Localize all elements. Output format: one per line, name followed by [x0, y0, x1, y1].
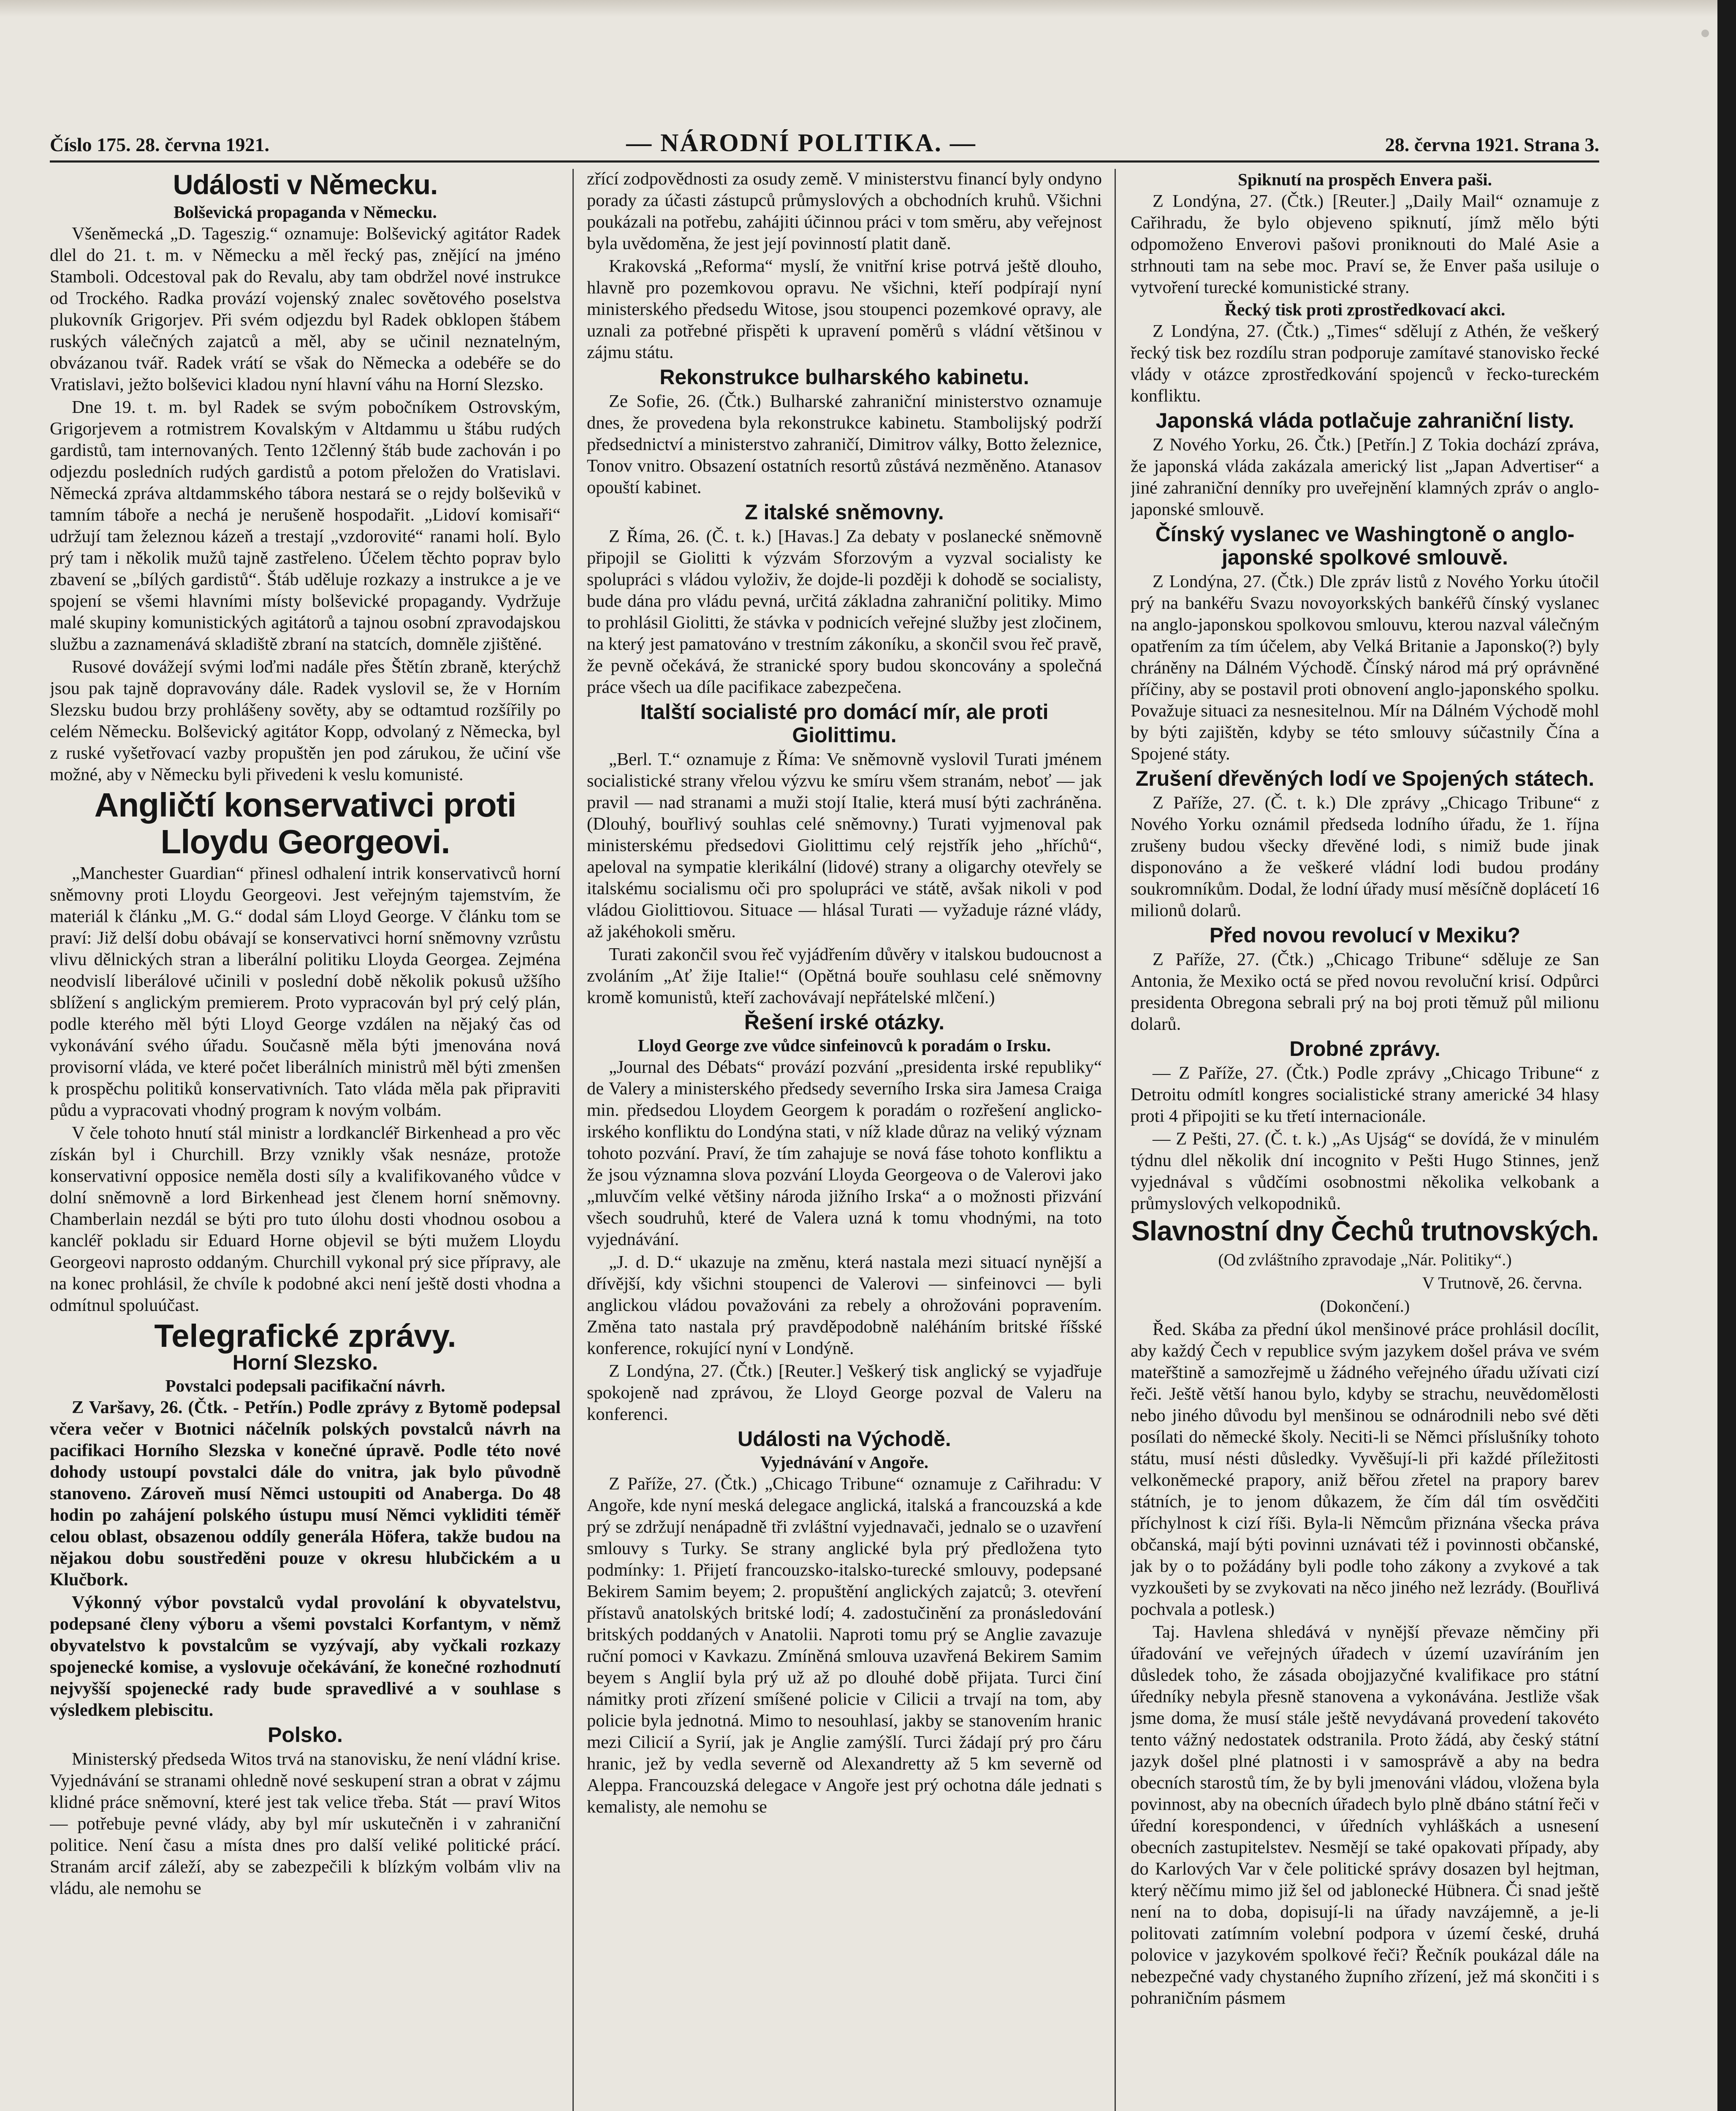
- article-title: Zrušení dřevěných lodí ve Spojených státech.: [1135, 767, 1595, 791]
- article-paragraph: „Manchester Guardian“ přinesl odhalení intrik konservativců horní sněmovny proti Lloydu Georgeovi. Jest veřejným tajemstvím, že materiál k článku „M. G.“ dodal sám Lloyd George. V článku tom se praví: Již delší dobu obávají se konservativci horní sněmovny vzrůstu vlivu dělnických stran a liberální politiku Lloyda Georgea. Zejména neodvislí liberálové učinili v poslední době několik pokusů užšího sblížení s anglickým premierem. Proto vypracován byl prý celý plán, podle kterého měl býti Lloyd George vzdálen na nějaký čas od vykonávání svého úřadu. Současně měla býti jmenována nová provisorní vláda, ve které počet liberálních ministrů měl býti zmenšen k prospěchu politiků konservativních. Tato vláda měla pak připraviti půdu a vypracovati vhodný program k novým volbám.: [50, 863, 561, 1121]
- article-paragraph: Z Říma, 26. (Č. t. k.) [Havas.] Za debaty v poslanecké sněmovně připojil se Giolitti k výzvám Sforzovým a vyzval socialisty ke spolupráci s vládou vyloživ, že dojde-li později k dohodě se socialisty, bude dána pro vládu pevná, určitá základna zahraniční politiky. Mimo to prohlásil Giolitti, že stávka v podnicích veřejné služby jest zločinem, na který jest pamatováno v trestním zákoníku, a skončil svou řeč pravě, že pevně očekává, že stranické spory budou skoncovány a společná práce všech ua díle pacifikace zabezpečena.: [587, 526, 1102, 697]
- column-separator-2: [1115, 169, 1116, 2111]
- article-title: Slavnostní dny Čechů trutnovských.: [1131, 1215, 1599, 1247]
- article-title: Italští socialisté pro domácí mír, ale proti Giolittimu.: [640, 700, 1049, 747]
- column-2: [587, 168, 1102, 2111]
- article-paragraph: Ze Sofie, 26. (Čtk.) Bulharské zahraniční ministerstvo oznamuje dnes, že provedena byla rekonstrukce kabinetu. Stambolijský podrží předsednictví a ministerstvo zahraničí, Dimitrov války, Botto železnice, Tonov vnitro. Obsazení ostatních resortů zůstává nezměněno. Atanasov opouští kabinet.: [587, 391, 1102, 497]
- article-title: Polsko.: [268, 1723, 343, 1747]
- article-title: Řecký tisk proti zprostředkovací akci.: [1224, 300, 1505, 320]
- article-title: Spiknutí na prospěch Envera paši.: [1238, 170, 1492, 189]
- article-paragraph: „Journal des Débats“ provází pozvání „presidenta irské republiky“ de Valery a ministerského předsedy severního Irska sira Jamesa Craiga min. předsedou Lloydem Georgem k poradám o rozřešení anglicko-irského konfliktu do Londýna stati, v níž klade důraz na veliký význam tohoto pozvání. Praví, že tím zahajuje se nová fáse tohoto konfliktu a že jsou významna slova pozvání Lloyda Georgeova o de Valerovi jako „mluvčím velké většiny národa jižního Irska“ a o možnosti přizvání všech soudruhů, které de Valera uzná k tomu vhodnými, na toto vyjednávání.: [587, 1057, 1102, 1250]
- article-subtitle: Vyjednávání v Angoře.: [760, 1452, 929, 1472]
- article-paragraph: „Berl. T.“ oznamuje z Říma: Ve sněmovně vyslovil Turati jménem socialistické strany vřelou výzvu ke smíru všem stranám, neboť — jak pravil — nad stranami a muži stojí Italie, která musí býti zachráněna. (Dlouhý, bouřlivý souhlas celé sněmovny.) Turati vyjmenoval pak ministerskému předsedovi Giolittimu celý rejstřík jeho „hříchů“, apeloval na sympatie klerikální (lidové) strany a oligarchy otevřely se italskému socialismu oči pro spolupráci ve státě, avšak nikoli v pod vládou Giolittiovou. Situace — hlásal Turati — vyžaduje rázné vlády, až jakéhokoli směru.: [587, 749, 1102, 942]
- article-title: Horní Slezsko.: [232, 1351, 378, 1375]
- column-separator-1: [572, 169, 574, 2111]
- article-title: Drobné zprávy.: [1289, 1037, 1440, 1061]
- article-paragraph: Z Paříže, 27. (Čtk.) „Chicago Tribune“ oznamuje z Cařihradu: V Angoře, kde nyní meská delegace anglická, italská a francouzská a kde prý se zdržují nenápadně tři zvláštní vyjednavači, jednalo se o uzavření smlouvy s Turky. Se strany anglické byla prý předložena tyto podmínky: 1. Přijetí francouzsko-italsko-turecké smlouvy, podepsané Bekirem Samim beyem; 2. propuštění anglických zajatců; 3. otevření přístavů anatolských britské lodí; 4. zadostučinění za pronásledování britských poddaných v Anatolii. Naproti tomu prý se Anglie zavazuje ruční pomoci v Kavkazu. Zmíněná smlouva uzavřená Bekirem Samim beyem s Anglií byla prý už až po dlouhé době přijata. Turci činí námitky proti zřízení smíšené policie v Cilicii a trvají na tom, aby policie byla jednotná. Mimo to nesouhlasí, jakby se stanovením hranic mezi Cilicií a Syrií, jak je Anglie zamýšlí. Turci žádají prý pro čáru hranic, jež by vedla severně od Alexandretty až 5 km severně od Aleppa. Francouzská delegace v Angoře jest prý ochotna dále jednati s kemalisty, ale nemohu se: [587, 1474, 1102, 1817]
- article-paragraph: Krakovská „Reforma“ myslí, že vnitřní krise potrvá ještě dlouho, hlavně pro pozemkovou opravu. Ne všichni, kteří podpírají nyní ministerského předsedu Witose, jsou stoupenci pozemkové opravy, ale uznali za potřebné přispěti k upravení poměrů s vládní většinou v zájmu státu.: [587, 256, 1102, 362]
- article-title: Z italské sněmovny.: [745, 500, 944, 524]
- article-subtitle: Lloyd George zve vůdce sinfeinovců k poradám o Irsku.: [637, 1036, 1051, 1055]
- article-title: Před novou revolucí v Mexiku?: [1209, 923, 1521, 947]
- article-title: Události na Východě.: [738, 1427, 951, 1451]
- article-subtitle: Bolševická propaganda v Německu.: [174, 202, 437, 222]
- article-paragraph: V čele tohoto hnutí stál ministr a lordkancléř Birkenhead a pro věc získán byl i Churchill. Brzy vznikly však nesnáze, protože konservativní opposice neměla dosti síly a kvalifikovaného vůdce v dolní sněmovně a lord Birkenhead jest členem horní sněmovny. Chamberlain nezdál se býti pro tuto úlohu dosti vhodnou osobou a kancléř pokladu sir Eduard Horne objevil se býti mužem Lloydu Georgeovi naprosto oddaným. Churchill vykonal prý sice přípravy, ale na konec prohlásil, že chvíle k podobné akci není ještě dosti vhodna a odmítnul spoluúčast.: [50, 1123, 561, 1316]
- article-paragraph: Dne 19. t. m. byl Radek se svým pobočníkem Ostrovským, Grigorjevem a rotmistrem Kovalským v Altdammu u štábu rudých gardistů, tam internovaných. Tento 12členný štáb bude zachován i po odjezdu posledních rudých gardistů a potom přeložen do Vratislavi. Německá zpráva altdammského tábora nestará se o rejdy bolševiků v tamním táboře a nechá je nerušeně hospodařit. „Lidoví komisaři“ udržují tam železnou kázeň a trestají „vzdorovité“ ranami holí. Bylo prý tam i několik mužů tajně zastřeleno. Účelem těchto poprav bylo zbavení se „bílých gardistů“. Štáb uděluje rozkazy a instrukce a je ve spojení se všemi hlavními místy bolševické propagandy. Vydržuje malé skupiny komunistických agitátorů a tajnou osobní zpravodajskou službu a zaznamenává skladiště zbraní na statcích, domněle zjištěné.: [50, 397, 561, 654]
- article-paragraph: — Z Pešti, 27. (Č. t. k.) „As Ujság“ se dovídá, že v minulém týdnu dlel několik dní incognito v Pešti Hugo Stinnes, jenž vyjednával s vůdčími osobnostmi několika velkobank a průmyslových velkopodniků.: [1131, 1129, 1599, 1214]
- page-header: [50, 125, 1599, 157]
- section-heading: Telegrafické zprávy.: [154, 1318, 456, 1354]
- column-3: [1131, 168, 1599, 2111]
- article-paragraph: Z Paříže, 27. (Čtk.) „Chicago Tribune“ sděluje ze San Antonia, že Mexiko octá se před novou revoluční krisí. Odpůrci presidenta Obregona sebrali prý na boj proti těmuž půl milionu dolarů.: [1131, 950, 1599, 1034]
- article-title: Japonská vláda potlačuje zahraniční listy.: [1156, 409, 1574, 433]
- article-paragraph: Výkonný výbor povstalců vydal provolání k obyvatelstvu, podepsané členy výboru a všemi povstalci Korfantym, v němž obyvatelstvo k povstalcům se vyzývají, aby vyčkali rozkazy spojenecké komise, a vyslovuje očekávání, že konečné rozhodnutí nejvyšší spojenecké rady bude spravedlivé a v souhlase s výsledkem plebiscitu.: [50, 1593, 561, 1720]
- article-title: Angličtí konservativci proti Lloydu Georgeovi.: [94, 786, 516, 860]
- article-paragraph: Z Varšavy, 26. (Čtk. - Petřín.) Podle zprávy z Bytomě podepsal včera večer v Bıotnici náčelník polských povstalců návrh na pacifikaci Horního Slezska v konečné úpravě. Podle této nové dohody ustoupí povstalci dále do vnitra, jak bylo původně stanoveno. Zároveň musí Němci ustoupiti od Anaberga. Do 48 hodin po zahájení polského ústupu musí Němci vykliditi téměř celou oblast, obsazenou oddíly generála Höfera, takže budou na nějakou dobu soustředěni pouze v okresu hlubčickém a u Klučbork.: [50, 1397, 561, 1590]
- article-paragraph: Z Londýna, 27. (Čtk.) Dle zpráv listů z Nového Yorku útočil prý na bankéřu Svazu novoyorkských bankéřů čínský vyslanec na anglo-japonskou spolkovou smlouvu, kterou nazval válečným opatřením za tím účelem, aby Velká Britanie a Japonsko(?) byly chráněny na Dálném Východě. Čínský národ má prý oprávněné příčiny, aby se postavil proti obnovení anglo-japonského spolku. Považuje situaci za nesnesitelnou. Mír na Dálném Východě mohl by býti zajištěn, kdyby se této smlouvy súčastnily Čína a Spojené státy.: [1131, 572, 1599, 764]
- article-paragraph: Z Paříže, 27. (Č. t. k.) Dle zprávy „Chicago Tribune“ z Nového Yorku oznámil předseda lodního úřadu, že 1. října zrušeny budou všecky dřevěné lodi, s nimiž bude jinak disponováno a že veškeré vládní lodi budou prodány soukromníkům. Dodal, že lodní úřady musí měsíčně doplácetí 16 milionů dolarů.: [1131, 793, 1599, 921]
- article-paragraph: Rusové dovážejí svými loďmi nadále přes Štětín zbraně, kterýchž jsou pak tajně dopravovány dále. Radek vyslovil se, že v Horním Slezsku budou brzy prohlášeny sověty, aby se odtamtud rozšířily po celém Německu. Bolševický agitátor Kopp, odvolaný z Německa, byl z ruské vyšetřovací vazby propuštěn jen pod zárukou, že učiní vše možné, aby v Německu byli přivedeni k veslu komunisté.: [50, 657, 561, 785]
- article-paragraph: „J. d. D.“ ukazuje na změnu, která nastala mezi situací nynější a dřívější, kdy všichni stoupenci de Valerovi — sinfeinovci — byli anglickou vládou považováni za rebely a ohrožováni popravením. Změna tato nastala prý pravděpodobně naléháním britské říšské konference, rokující nyní v Londýně.: [587, 1252, 1102, 1359]
- article-note: (Dokončení.): [1320, 1296, 1410, 1316]
- article-paragraph: Turati zakončil svou řeč vyjádřením důvěry v italskou budoucnost a zvoláním „Ať žije Italie!“ (Opětná bouře souhlasu celé sněmovny kromě komunistů, kteří zachovávají nepřátelské mlčení.): [587, 944, 1102, 1007]
- paper-speck: [1701, 30, 1709, 37]
- article-paragraph: Z Londýna, 27. (Čtk.) „Times“ sdělují z Athén, že veškerý řecký tisk bez rozdílu stran podporuje zamítavé stanovisko řecké vlády v otázce zprostředkování spojenců v řecko-tureckém konfliktu.: [1131, 321, 1599, 406]
- article-dateline: V Trutnově, 26. června.: [1422, 1273, 1582, 1292]
- article-source: (Od zvláštního zpravodaje „Nár. Politiky“.): [1218, 1250, 1512, 1269]
- article-paragraph: Taj. Havlena shledává v nynější převaze němčiny při úřadování ve veřejných úřadech v území uzavíráním jen důsledek toho, že zásada obojjazyčné kvalifikace pro státní úředníky nebyla přesně stanovena a vykonávána. Jestliže však jsme doma, že musí stále ještě nevydávaná provedení takovéto tento vážný nedostatek odstranila. Proto žádá, aby český státní jazyk došel plné platnosti i v samosprávě a aby na bedra obecních starostů tím, že by byli jmenováni vládou, vložena byla povinnost, aby na obecních úřadech bylo plně dbáno státní řeči v úřední korespondenci, v úředních vyhláškách a usnesení obecních zastupitelstev. Nesmějí se také opakovati případy, aby do Karlových Var v čele politické správy dosazen byl hejtman, který něčímu mimo již šel od jablonecké Hübnera. Či snad ještě není na to doba, dopisují-li na úřady navzájemně, a je-li politovati zatímním volební podpora v území české, druhá polovice v jazykovém spolkové řeči? Řečník poukázal dále na nebezpečné vady chystaného župního zřízení, jež má skončiti i s pohraničním pásmem: [1131, 1622, 1599, 2008]
- article-paragraph: Z Nového Yorku, 26. Čtk.) [Petřín.] Z Tokia dochází zpráva, že japonská vláda zakázala americký list „Japan Advertiser“ a jiné zahraniční denníky pro uveřejnění klamných zpráv o anglo-japonské smlouvě.: [1131, 435, 1599, 520]
- article-subtitle: Povstalci podepsali pacifikační návrh.: [165, 1376, 445, 1396]
- article-paragraph: Z Londýna, 27. (Čtk.) [Reuter.] Veškerý tisk anglický se vyjadřuje spokojeně nad zprávou, že Lloyd George pozval de Valeru na konferenci.: [587, 1361, 1102, 1425]
- article-paragraph: — Z Paříže, 27. (Čtk.) Podle zprávy „Chicago Tribune“ z Detroitu odmítl kongres socialistické strany americké 34 hlasy proti 4 připojiti se ku třetí internacionále.: [1131, 1063, 1599, 1126]
- article-paragraph: Všeněmecká „D. Tageszig.“ oznamuje: Bolševický agitátor Radek dlel do 21. t. m. v Německu a měl řecký pas, znějící na jméno Stamboli. Odcestoval pak do Revalu, aby tam obdržel nové instrukce od Trockého. Radka provází vojenský znalec sovětového poselstva plukovník Grigorjev. Při svém odjezdu byl Radek obklopen štábem ruských válečných zajatců a měl, aby se učinil neznatelným, obvázanou tvář. Radek vrátí se však do Německa a odebéře se do Vratislavi, ježto bolševici kladou nyní hlavní váhu na Horní Slezsko.: [50, 224, 561, 395]
- article-title: Rekonstrukce bulharského kabinetu.: [659, 365, 1029, 389]
- page-edge-shadow: [1717, 0, 1736, 2111]
- page-date-number: 28. června 1921. Strana 3.: [1385, 134, 1599, 155]
- article-title: Události v Německu.: [173, 169, 438, 200]
- header-rule: [50, 160, 1599, 163]
- article-paragraph: Řed. Skába za přední úkol menšinové práce prohlásil docílit, aby každý Čech v republice svým jazykem došel práva ve svém mateřštině a samozřejmě u žádného veřejného úřadu užívati cizí řeči. Ještě větší hanou bylo, kdyby se strachu, neuvědomělosti nebo jiného důvodu byl menšinou se odnárodnili nebo své děti posílati do německé školy. Neciti-li se Němci příslušníky tohoto státu, musí nésti důsledky. Vyvěšují-li při každé příležitosti velkoněmecké prapory, aniž běřou zřetel na prapory barev státních, je to jenom důkazem, že čím dál tím osvědčiti příchylnost k cizí říši. Byla-li Němcům přiznána všecka práva občanská, mají býti povinni uznávati též i povinnosti občanské, jak by o to požádány byli podle toho zákony a zvykové a tak vyzkoušeti by se zvykovati na něco jiného než lezrády. (Bouřlivá pochvala a potlesk.): [1131, 1319, 1599, 1619]
- article-title: Řešení irské otázky.: [744, 1010, 945, 1034]
- article-title: Čínský vyslanec ve Washingtoně o anglo-japonské spolkové smlouvě.: [1155, 522, 1575, 570]
- masthead-title: — NÁRODNÍ POLITIKA. —: [626, 129, 976, 157]
- article-paragraph: Z Londýna, 27. (Čtk.) [Reuter.] „Daily Mail“ oznamuje z Cařihradu, že bylo objeveno spiknutí, jímž mělo býti odpomoženo Enverovi pašovi proniknouti do Malé Asie a strhnouti tam na sebe moc. Praví se, že Enver paša usiluje o vytvoření turecké komunistické strany.: [1131, 191, 1599, 298]
- column-1: [50, 168, 561, 2111]
- article-paragraph: Ministerský předseda Witos trvá na stanovisku, že není vládní krise. Vyjednávání se stranami ohledně nové seskupení stran a obrat v zájmu klidné práce sněmovní, které jest tak velice třeba. Stát — praví Witos — potřebuje pevné vlády, aby byl mír uskutečněn i v zahraniční politice. Není času a místa dnes pro další veliké politické prácí. Stranám arcif záleží, aby se zabezpečili k blízkým volbám vliv na vládu, ale nemohu se: [50, 1749, 561, 1899]
- page-top-shadow: [0, 0, 1736, 17]
- issue-number-date: Číslo 175. 28. června 1921.: [50, 134, 270, 155]
- article-paragraph: zřící zodpovědnosti za osudy země. V ministerstvu financí byly ondyno porady za účasti zástupců průmyslových a obchodních kruhů. Všichni poukázali na potřebu, zahájiti účinnou práci v tom směru, aby veřejnost byla uvědoměna, že jest její povinností platit daně.: [587, 169, 1102, 253]
